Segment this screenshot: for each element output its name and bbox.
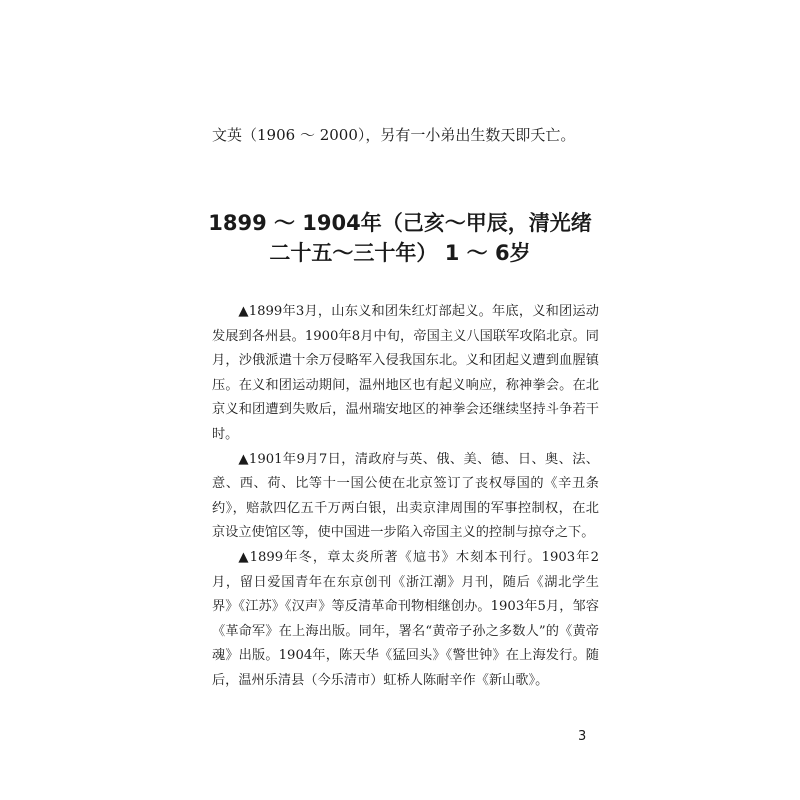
section-heading-line-1: 1899 ～ 1904年（己亥～甲辰，清光绪 [208,211,592,235]
body-text [212,300,599,694]
paragraph-boxer-protocol: ▲1901年9月7日，清政府与英、俄、美、德、日、奥、法、意、西、荷、比等十一国公使在北京签订了丧权辱国的《辛丑条约》，赔款四亿五千万两白银，出卖京津周围的军事控制权，在北京设立使馆区等，使中国进一步陷入帝国主义的控制与掠夺之下。 [212,451,599,541]
section-heading-line-2: 二十五～三十年） 1 ～ 6岁 [269,241,531,265]
page-number: 3 [578,729,587,744]
paragraph-boxer-uprising: ▲1899年3月，山东义和团朱红灯部起义。年底，义和团运动发展到各州县。1900年8月中旬，帝国主义八国联军攻陷北京。同月，沙俄派遣十余万侵略军入侵我国东北。义和团起义遭到血腥镇压。在义和团运动期间，温州地区也有起义响应，称神拳会。在北京义和团遭到失败后，温州瑞安地区的神拳会还继续坚持斗争若干时。 [212,304,599,442]
paragraph-revolutionary-publications: ▲1899年冬，章太炎所著《訄书》木刻本刊行。1903年2月，留日爱国青年在东京创刊《浙江潮》月刊，随后《湖北学生界》《江苏》《汉声》等反清革命刊物相继创办。1903年5月，邹容《革命军》在上海出版。同年，署名“黄帝子孙之多数人”的《黄帝魂》出版。1904年，陈天华《猛回头》《警世钟》在上海发行。随后，温州乐清县（今乐清市）虹桥人陈耐辛作《新山歌》。 [212,549,599,688]
continued-text-line: 文英（1906 ～ 2000），另有一小弟出生数天即夭亡。 [212,126,576,144]
